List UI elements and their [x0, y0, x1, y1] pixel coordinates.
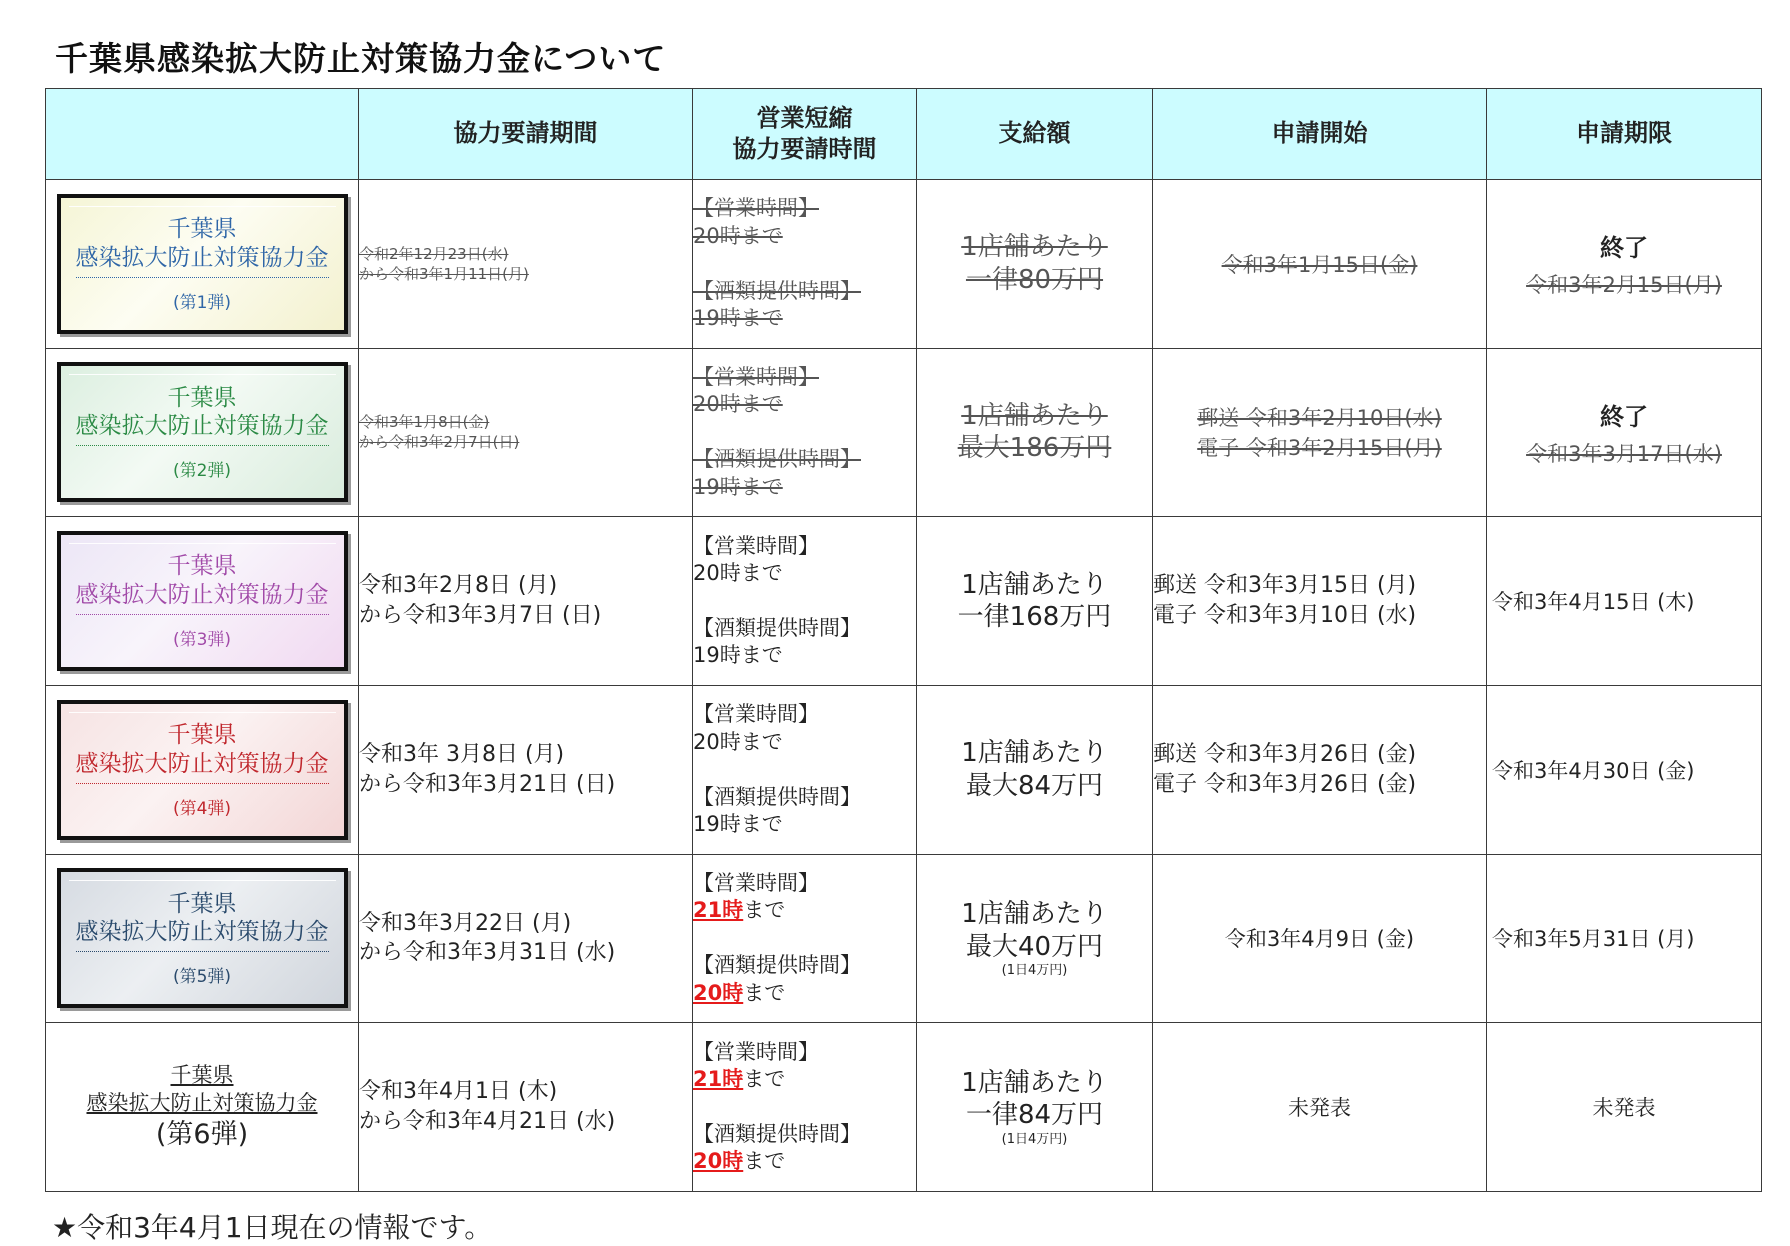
info-date-note: ★令和3年4月1日現在の情報です。 — [52, 1211, 493, 1244]
amount-cell — [917, 685, 1153, 854]
badge-round: (第2弾) — [172, 461, 232, 482]
deadline-status: 終了 — [1600, 402, 1648, 431]
period-end: から令和3年4月21日 (水) — [359, 1109, 616, 1135]
business-hours-extended: 21時 — [693, 898, 744, 923]
deadline-date: 令和3年3月17日(水) — [1526, 441, 1722, 466]
badge-name: 感染拡大防止対策協力金 — [86, 1090, 318, 1115]
hours-cell — [693, 180, 917, 349]
amount-value: 一律168万円 — [957, 602, 1112, 633]
alcohol-hours-label: 【酒類提供時間】 — [693, 616, 861, 641]
period-end: から令和3年1月11日(月) — [359, 264, 529, 283]
apply-start-cell — [1153, 180, 1487, 349]
amount-cell — [917, 180, 1153, 349]
round-5-badge[interactable] — [57, 868, 348, 1008]
header-shortened-hours-line1: 営業短縮 — [756, 103, 853, 132]
deadline-cell — [1487, 348, 1762, 517]
badge-cell — [46, 854, 359, 1023]
alcohol-hours-value — [693, 980, 916, 1007]
deadline-status: 終了 — [1600, 234, 1648, 263]
until-suffix: まで — [743, 1149, 786, 1174]
until-suffix: まで — [743, 898, 786, 923]
amount-per-store: 1店舗あたり — [961, 899, 1108, 930]
period-cell — [359, 180, 693, 349]
deadline-date: 令和3年5月31日 (月) — [1492, 927, 1695, 952]
deadline-date: 令和3年4月30日 (金) — [1492, 758, 1695, 783]
hours-cell — [693, 517, 917, 686]
business-hours-label: 【営業時間】 — [693, 364, 819, 389]
apply-start-online: 電子 令和3年3月10日 (水) — [1153, 603, 1417, 629]
deadline-date: 令和3年4月15日 (木) — [1492, 590, 1695, 615]
alcohol-hours-value: 19時まで — [693, 812, 783, 837]
badge-cell — [46, 685, 359, 854]
deadline-date: 未発表 — [1592, 1096, 1656, 1121]
business-hours-value: 20時まで — [693, 223, 783, 248]
round-6-label — [46, 1062, 358, 1152]
table-row — [46, 1023, 1762, 1192]
amount-note: (1日4万円) — [1001, 963, 1068, 979]
badge-prefecture: 千葉県 — [170, 1063, 234, 1088]
header-blank — [46, 89, 359, 180]
period-cell — [359, 854, 693, 1023]
round-2-badge[interactable] — [57, 362, 348, 502]
hours-cell — [693, 1023, 917, 1192]
period-cell — [359, 517, 693, 686]
alcohol-hours-label: 【酒類提供時間】 — [693, 278, 861, 303]
business-hours-value: 20時まで — [693, 560, 783, 585]
amount-cell — [917, 854, 1153, 1023]
alcohol-hours-value: 19時まで — [693, 474, 783, 499]
table-row — [46, 348, 1762, 517]
apply-start-online: 電子 令和3年3月26日 (金) — [1153, 771, 1417, 797]
until-suffix: まで — [743, 1066, 786, 1091]
deadline-cell — [1487, 1023, 1762, 1192]
period-cell — [359, 1023, 693, 1192]
business-hours-value: 20時まで — [693, 392, 783, 417]
table-row — [46, 854, 1762, 1023]
apply-start-date: 未発表 — [1288, 1096, 1351, 1121]
apply-start-cell — [1153, 517, 1487, 686]
badge-cell — [46, 348, 359, 517]
deadline-cell — [1487, 685, 1762, 854]
period-start: 令和2年12月23日(水) — [359, 244, 509, 263]
amount-per-store: 1店舗あたり — [961, 400, 1108, 431]
alcohol-hours-value: 19時まで — [693, 306, 783, 331]
badge-prefecture: 千葉県 — [167, 216, 237, 242]
table-header-row — [46, 89, 1762, 180]
badge-prefecture: 千葉県 — [167, 553, 237, 580]
alcohol-hours-label: 【酒類提供時間】 — [693, 953, 861, 978]
deadline-cell — [1487, 854, 1762, 1023]
apply-start-cell — [1153, 1023, 1487, 1192]
deadline-cell — [1487, 517, 1762, 686]
round-1-badge[interactable] — [57, 194, 348, 334]
badge-name: 感染拡大防止対策協力金 — [76, 918, 329, 952]
period-end: から令和3年3月21日 (日) — [359, 771, 616, 797]
page-title: 千葉県感染拡大防止対策協力金について — [55, 39, 667, 78]
apply-start-date: 令和3年4月9日 (金) — [1224, 927, 1415, 952]
business-hours-label: 【営業時間】 — [693, 870, 819, 895]
round-4-badge[interactable] — [57, 700, 348, 840]
apply-start-cell — [1153, 348, 1487, 517]
header-shortened-hours — [693, 89, 917, 180]
badge-cell — [46, 180, 359, 349]
period-cell — [359, 348, 693, 517]
period-cell — [359, 685, 693, 854]
alcohol-hours-value: 19時まで — [693, 643, 783, 668]
badge-round: (第4弾) — [172, 798, 232, 819]
period-start: 令和3年4月1日 (木) — [359, 1079, 558, 1105]
apply-start-cell — [1153, 685, 1487, 854]
period-start: 令和3年 3月8日 (月) — [359, 742, 565, 768]
amount-value: 最大84万円 — [965, 770, 1104, 801]
business-hours-label: 【営業時間】 — [693, 196, 819, 221]
table-row — [46, 685, 1762, 854]
header-amount: 支給額 — [917, 89, 1153, 180]
business-hours-value — [693, 897, 916, 924]
period-start: 令和3年2月8日 (月) — [359, 573, 558, 599]
amount-cell — [917, 348, 1153, 517]
alcohol-hours-label: 【酒類提供時間】 — [693, 447, 861, 472]
amount-cell — [917, 1023, 1153, 1192]
business-hours-label: 【営業時間】 — [693, 533, 819, 558]
badge-prefecture: 千葉県 — [167, 384, 237, 411]
hours-cell — [693, 685, 917, 854]
badge-name: 感染拡大防止対策協力金 — [76, 244, 329, 278]
header-shortened-hours-line2: 協力要請時間 — [732, 135, 877, 163]
apply-start-online: 電子 令和3年2月15日(月) — [1197, 436, 1442, 461]
business-hours-value — [693, 1066, 916, 1093]
alcohol-hours-label: 【酒類提供時間】 — [693, 784, 861, 809]
amount-value: 最大186万円 — [957, 433, 1112, 464]
table-row — [46, 517, 1762, 686]
period-start: 令和3年3月22日 (月) — [359, 910, 572, 936]
header-deadline: 申請期限 — [1487, 89, 1762, 180]
alcohol-hours-extended: 20時 — [693, 980, 744, 1005]
period-end: から令和3年3月31日 (水) — [359, 940, 616, 966]
badge-cell — [46, 517, 359, 686]
apply-start-cell — [1153, 854, 1487, 1023]
amount-value: 最大40万円 — [965, 931, 1104, 962]
badge-round: (第5弾) — [172, 967, 232, 988]
badge-name: 感染拡大防止対策協力金 — [76, 581, 329, 615]
hours-cell — [693, 854, 917, 1023]
amount-per-store: 1店舗あたり — [961, 738, 1108, 769]
badge-cell — [46, 1023, 359, 1192]
amount-note: (1日4万円) — [1001, 1131, 1068, 1147]
alcohol-hours-extended: 20時 — [693, 1149, 744, 1174]
amount-cell — [917, 517, 1153, 686]
amount-value: 一律80万円 — [965, 264, 1104, 295]
alcohol-hours-value — [693, 1148, 916, 1175]
badge-prefecture: 千葉県 — [167, 890, 237, 917]
table-row — [46, 180, 1762, 349]
amount-value: 一律84万円 — [965, 1100, 1104, 1131]
deadline-date: 令和3年2月15日(月) — [1526, 273, 1722, 298]
hours-cell — [693, 348, 917, 517]
badge-round: (第3弾) — [172, 629, 232, 650]
apply-start-mail: 郵送 令和3年2月10日(水) — [1197, 406, 1442, 431]
badge-prefecture: 千葉県 — [167, 721, 237, 748]
cooperation-fund-table — [45, 88, 1762, 1192]
business-hours-label: 【営業時間】 — [693, 1039, 819, 1064]
business-hours-extended: 21時 — [693, 1066, 744, 1091]
badge-round: (第6弾) — [155, 1118, 249, 1150]
period-end: から令和3年2月7日(日) — [359, 433, 520, 452]
period-end: から令和3年3月7日 (日) — [359, 603, 602, 629]
period-start: 令和3年1月8日(金) — [359, 413, 490, 432]
amount-per-store: 1店舗あたり — [961, 569, 1108, 600]
deadline-cell — [1487, 180, 1762, 349]
badge-round: (第1弾) — [172, 292, 232, 313]
business-hours-label: 【営業時間】 — [693, 702, 819, 727]
amount-per-store: 1店舗あたり — [961, 232, 1108, 263]
alcohol-hours-label: 【酒類提供時間】 — [693, 1122, 861, 1147]
apply-start-mail: 郵送 令和3年3月26日 (金) — [1153, 742, 1417, 768]
until-suffix: まで — [743, 980, 786, 1005]
business-hours-value: 20時まで — [693, 729, 783, 754]
badge-name: 感染拡大防止対策協力金 — [76, 750, 329, 784]
badge-name: 感染拡大防止対策協力金 — [76, 412, 329, 446]
apply-start-date: 令和3年1月15日(金) — [1221, 252, 1418, 277]
header-apply-start: 申請開始 — [1153, 89, 1487, 180]
header-period: 協力要請期間 — [359, 89, 693, 180]
amount-per-store: 1店舗あたり — [961, 1067, 1108, 1098]
apply-start-mail: 郵送 令和3年3月15日 (月) — [1153, 573, 1417, 599]
round-3-badge[interactable] — [57, 531, 348, 671]
